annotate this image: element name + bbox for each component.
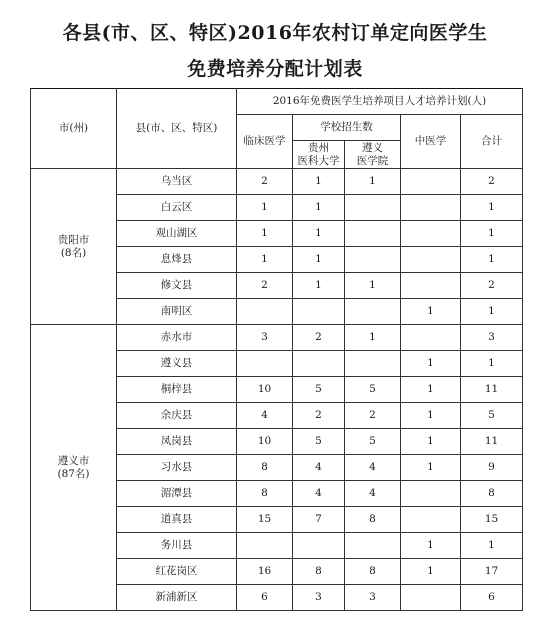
allocation-table	[30, 88, 523, 611]
document-title: 各县(市、区、特区)2016年农村订单定向医学生	[62, 22, 488, 44]
clinical-cell: 1	[237, 247, 293, 273]
clinical-cell	[237, 299, 293, 325]
county-cell: 息烽县	[117, 247, 237, 273]
tcm-cell: 1	[401, 559, 461, 585]
county-cell: 修文县	[117, 273, 237, 299]
county-cell: 新浦新区	[117, 585, 237, 611]
clinical-cell: 10	[237, 429, 293, 455]
zy-cell: 5	[345, 377, 401, 403]
zy-cell: 2	[345, 403, 401, 429]
clinical-cell: 1	[237, 221, 293, 247]
total-cell: 9	[461, 455, 523, 481]
city-cell: 贵阳市 (8名)	[31, 169, 117, 325]
total-cell: 11	[461, 377, 523, 403]
header-plan: 2016年免费医学生培养项目人才培养计划(人)	[237, 89, 523, 115]
total-cell: 2	[461, 169, 523, 195]
table-row	[31, 325, 523, 351]
zy-cell: 1	[345, 273, 401, 299]
tcm-cell	[401, 325, 461, 351]
gy-cell: 5	[293, 377, 345, 403]
zy-cell	[345, 247, 401, 273]
total-cell: 1	[461, 299, 523, 325]
zy-cell	[345, 533, 401, 559]
total-cell: 1	[461, 195, 523, 221]
clinical-cell: 16	[237, 559, 293, 585]
clinical-cell: 8	[237, 455, 293, 481]
clinical-cell: 10	[237, 377, 293, 403]
county-cell: 南明区	[117, 299, 237, 325]
total-cell: 1	[461, 533, 523, 559]
zy-cell: 4	[345, 481, 401, 507]
tcm-cell: 1	[401, 351, 461, 377]
tcm-cell	[401, 585, 461, 611]
gy-cell: 2	[293, 403, 345, 429]
zy-cell	[345, 351, 401, 377]
clinical-cell: 4	[237, 403, 293, 429]
total-cell: 3	[461, 325, 523, 351]
tcm-cell: 1	[401, 533, 461, 559]
zy-cell: 3	[345, 585, 401, 611]
zy-cell: 5	[345, 429, 401, 455]
county-cell: 习水县	[117, 455, 237, 481]
county-cell: 红花岗区	[117, 559, 237, 585]
zy-cell	[345, 299, 401, 325]
city-cell: 遵义市 (87名)	[31, 325, 117, 611]
clinical-cell	[237, 351, 293, 377]
total-cell: 15	[461, 507, 523, 533]
clinical-cell: 15	[237, 507, 293, 533]
gy-cell: 1	[293, 221, 345, 247]
zy-cell: 8	[345, 507, 401, 533]
gy-cell: 4	[293, 481, 345, 507]
clinical-cell: 2	[237, 169, 293, 195]
county-cell: 道真县	[117, 507, 237, 533]
county-cell: 乌当区	[117, 169, 237, 195]
county-cell: 遵义县	[117, 351, 237, 377]
header-zy: 遵义 医学院	[345, 141, 401, 169]
tcm-cell: 1	[401, 429, 461, 455]
gy-cell: 1	[293, 195, 345, 221]
gy-cell: 1	[293, 247, 345, 273]
total-cell: 6	[461, 585, 523, 611]
tcm-cell	[401, 169, 461, 195]
gy-cell: 1	[293, 169, 345, 195]
total-cell: 1	[461, 247, 523, 273]
zy-cell: 1	[345, 325, 401, 351]
gy-cell	[293, 533, 345, 559]
table-row	[31, 169, 523, 195]
gy-cell: 2	[293, 325, 345, 351]
tcm-cell: 1	[401, 377, 461, 403]
header-gy: 贵州 医科大学	[293, 141, 345, 169]
clinical-cell: 2	[237, 273, 293, 299]
county-cell: 余庆县	[117, 403, 237, 429]
zy-cell: 4	[345, 455, 401, 481]
total-cell: 1	[461, 351, 523, 377]
total-cell: 2	[461, 273, 523, 299]
tcm-cell	[401, 273, 461, 299]
header-county: 县(市、区、特区)	[117, 89, 237, 169]
county-cell: 白云区	[117, 195, 237, 221]
tcm-cell	[401, 195, 461, 221]
tcm-cell	[401, 481, 461, 507]
header-city: 市(州)	[31, 89, 117, 169]
clinical-cell: 6	[237, 585, 293, 611]
tcm-cell	[401, 247, 461, 273]
county-cell: 凤岗县	[117, 429, 237, 455]
gy-cell: 7	[293, 507, 345, 533]
total-cell: 17	[461, 559, 523, 585]
header-clinical: 临床医学	[237, 115, 293, 169]
zy-cell	[345, 195, 401, 221]
county-cell: 观山湖区	[117, 221, 237, 247]
total-cell: 5	[461, 403, 523, 429]
tcm-cell: 1	[401, 299, 461, 325]
total-cell: 1	[461, 221, 523, 247]
zy-cell: 8	[345, 559, 401, 585]
tcm-cell: 1	[401, 455, 461, 481]
county-cell: 赤水市	[117, 325, 237, 351]
county-cell: 务川县	[117, 533, 237, 559]
header-total: 合计	[461, 115, 523, 169]
gy-cell: 5	[293, 429, 345, 455]
tcm-cell: 1	[401, 403, 461, 429]
county-cell: 湄潭县	[117, 481, 237, 507]
county-cell: 桐梓县	[117, 377, 237, 403]
gy-cell: 3	[293, 585, 345, 611]
zy-cell: 1	[345, 169, 401, 195]
gy-cell	[293, 351, 345, 377]
clinical-cell	[237, 533, 293, 559]
document-subtitle: 免费培养分配计划表	[187, 58, 363, 80]
zy-cell	[345, 221, 401, 247]
gy-cell: 8	[293, 559, 345, 585]
clinical-cell: 8	[237, 481, 293, 507]
gy-cell: 4	[293, 455, 345, 481]
clinical-cell: 3	[237, 325, 293, 351]
header-tcm: 中医学	[401, 115, 461, 169]
header-school: 学校招生数	[293, 115, 401, 141]
table-body	[31, 169, 523, 611]
total-cell: 11	[461, 429, 523, 455]
clinical-cell: 1	[237, 195, 293, 221]
gy-cell: 1	[293, 273, 345, 299]
gy-cell	[293, 299, 345, 325]
table-header	[31, 89, 523, 169]
total-cell: 8	[461, 481, 523, 507]
tcm-cell	[401, 221, 461, 247]
tcm-cell	[401, 507, 461, 533]
